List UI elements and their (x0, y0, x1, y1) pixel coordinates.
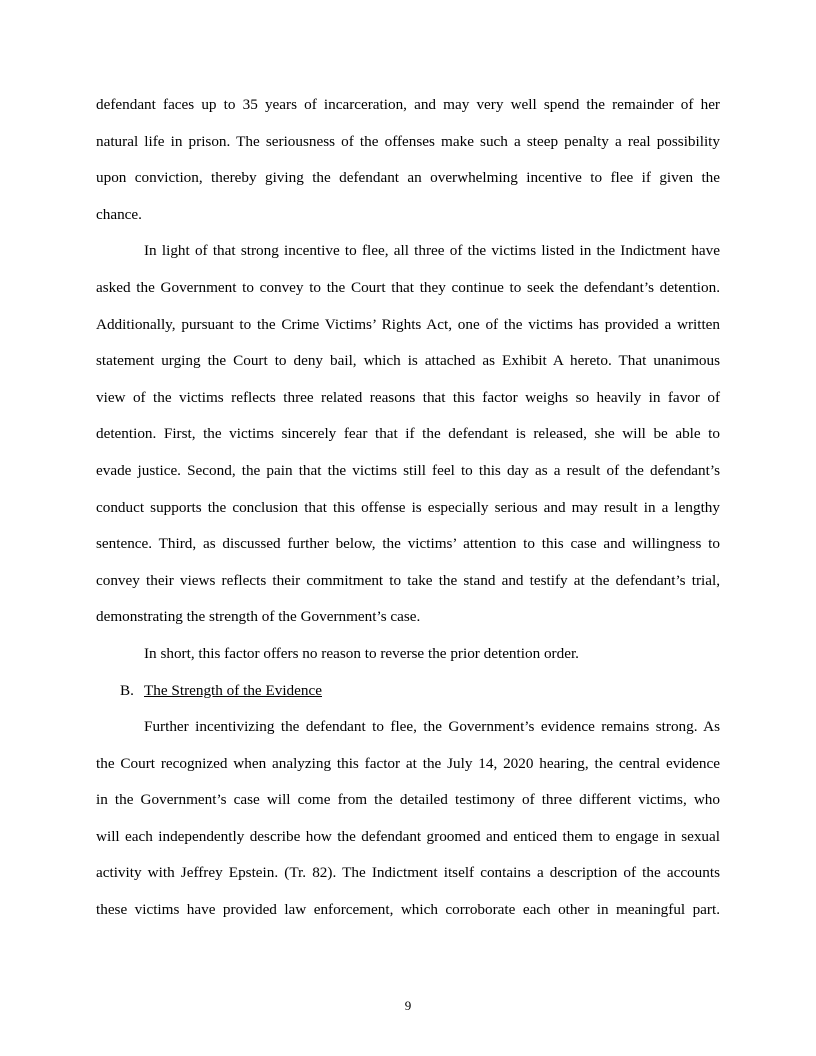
paragraph-summary (96, 641, 720, 678)
text-line: natural life in prison. The seriousness of the offenses make such a steep penalty a real possibility (96, 132, 720, 150)
text-line: detention. First, the victims sincerely fear that if the defendant is released, she will be able to (96, 425, 720, 443)
text-line: these victims have provided law enforcement, which corroborate each other in meaningful part. (96, 901, 720, 919)
paragraph-victims (96, 238, 720, 641)
document-page (96, 92, 720, 934)
section-label: B. (120, 681, 134, 699)
text-line: chance. (96, 205, 142, 223)
text-line: In short, this factor offers no reason to reverse the prior detention order. (144, 644, 579, 662)
text-line: convey their views reflects their commitment to take the stand and testify at the defendant’s trial, (96, 571, 720, 589)
text-line: In light of that strong incentive to flee, all three of the victims listed in the Indictment have (144, 242, 720, 260)
paragraph-incarceration (96, 92, 720, 238)
text-line: evade justice. Second, the pain that the victims still feel to this day as a result of the defendant’s (96, 461, 720, 479)
text-line: asked the Government to convey to the Court that they continue to seek the defendant’s detention. (96, 278, 720, 296)
paragraph-evidence (96, 714, 720, 934)
text-line: will each independently describe how the defendant groomed and enticed them to engage in sexual (96, 827, 720, 845)
text-line: the Court recognized when analyzing this factor at the July 14, 2020 hearing, the central evidence (96, 754, 720, 772)
text-line: conduct supports the conclusion that this offense is especially serious and may result in a lengthy (96, 498, 720, 516)
text-line: statement urging the Court to deny bail, which is attached as Exhibit A hereto. That unanimous (96, 352, 720, 370)
text-line: Additionally, pursuant to the Crime Victims’ Rights Act, one of the victims has provided a written (96, 315, 720, 333)
page-number: 9 (404, 998, 412, 1013)
text-line: view of the victims reflects three related reasons that this factor weighs so heavily in favor of (96, 388, 720, 406)
text-line: activity with Jeffrey Epstein. (Tr. 82). The Indictment itself contains a description of the accounts (96, 864, 720, 882)
text-line: in the Government’s case will come from the detailed testimony of three different victims, who (96, 791, 720, 809)
text-line: demonstrating the strength of the Government’s case. (96, 608, 421, 626)
section-heading-b (96, 678, 720, 715)
section-title: The Strength of the Evidence (144, 681, 322, 699)
text-line: Further incentivizing the defendant to flee, the Government’s evidence remains strong. As (144, 718, 720, 736)
text-line: sentence. Third, as discussed further below, the victims’ attention to this case and willingness to (96, 535, 720, 553)
text-line: upon conviction, thereby giving the defendant an overwhelming incentive to flee if given the (96, 169, 720, 187)
text-line: defendant faces up to 35 years of incarceration, and may very well spend the remainder of her (96, 96, 720, 113)
